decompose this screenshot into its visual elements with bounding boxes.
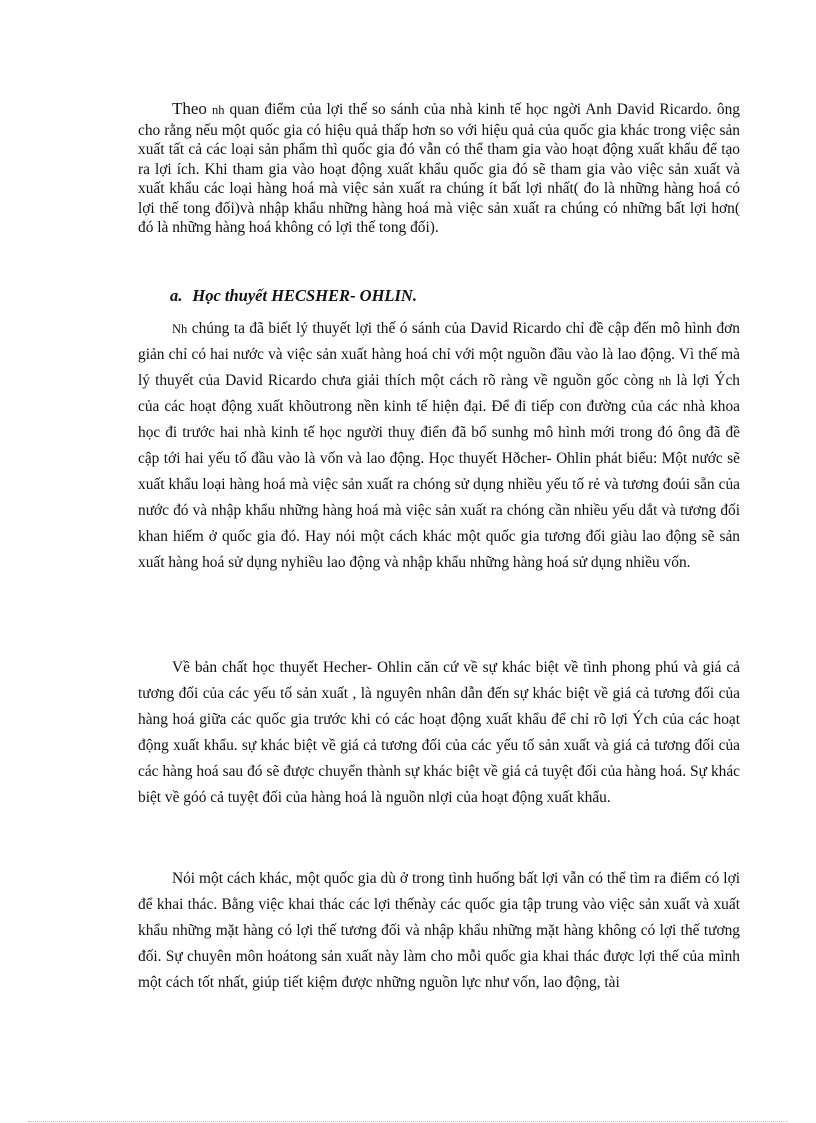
heading-title: Học thuyết HECSHER- OHLIN. <box>192 286 417 305</box>
text-fragment: nh <box>211 103 225 117</box>
paragraph-nature <box>138 655 740 811</box>
lead-word: Theo <box>172 99 207 118</box>
section-heading <box>170 286 417 306</box>
paragraph-ricardo <box>138 99 740 238</box>
paragraph-conclusion <box>138 866 740 996</box>
page-bottom-rule <box>28 1121 788 1122</box>
paragraph-text: là lợi Ých của các hoạt động xuất khõutrong nền kinh tế hiện đại. Để đi tiếp con đường của các nhà khoa học đi trước hai nhà kinh tế học người thuỵ điển đã bổ sunhg mô hình mới trong đó ông đã đề cập tới hai yếu tố đầu vào là vốn và lao động. Học thuyết Hðcher- Ohlin phát biểu: Một nước sẽ xuất khẩu loại hàng hoá mà việc sản xuất ra chóng sử dụng nhiều yếu tố rẻ và tương đoúi sẵn của nước đó và nhập khẩu những hàng hoá mà việc sản xuất ra chóng cần nhiều yếu dắt và tương đối khan hiếm ở quốc gia đó. Hay nói một cách khác một quốc gia tương đối giàu lao động sẽ sản xuất hàng hoá sử dụng nyhiều lao động và nhập khẩu những hàng hoá sử dụng nhiều vốn. <box>138 372 740 571</box>
heading-marker: a. <box>170 286 183 305</box>
text-fragment: Nh <box>172 322 188 336</box>
paragraph-text: chúng ta đã biết lý thuyết lợi thế ó sánh của David Ricardo chỉ đề cập đến mô hình đơn giản chỉ có hai nước và việc sản xuất hàng hoá chỉ với một nguồn đầu vào là lao động. Vì thế mà lý thuyết của David Ricardo chưa giải thích một cách rõ ràng về nguồn gốc còng <box>138 320 740 389</box>
paragraph-text: Nói một cách khác, một quốc gia dù ở trong tình huống bất lợi vẫn có thể tìm ra điểm có lợi để khai thác. Bằng việc khai thác các lợi thếnày các quốc gia tập trung vào việc sản xuất và xuất khẩu những mặt hàng có lợi thế tương đối và nhập khẩu những mặt hàng không có lợi thế tương đối. Sự chuyên môn hoátong sản xuất này làm cho mỗi quốc gia khai thác được lợi thế của mình một cách tốt nhất, giúp tiết kiệm được những nguồn lực như vốn, lao động, tài <box>138 870 740 991</box>
text-fragment: nh <box>658 374 672 388</box>
paragraph-text: quan điểm của lợi thế so sánh của nhà kinh tế học ngời Anh David Ricardo. ông cho rằng nếu một quốc gia có hiệu quả thấp hơn so với hiệu quả của quốc gia khác trong việc sản xuất tất cả các loại sản phẩm thì quốc gia đó vẫn có thể tham gia vào hoạt động xuất khẩu để tạo ra lợi ích. Khi tham gia vào hoạt động xuất khẩu quốc gia đó sẽ tham gia vào việc sản xuất và xuất khẩu các loại hàng hoá mà việc sản xuất ra chúng ít bất lợi nhất( đo là những hàng hoá có lợi thế tong đối)và nhập khẩu những hàng hoá mà việc sản xuất ra chúng có những bất lợi hơn( đó là những hàng hoá không có lợi thế tong đối). <box>138 101 740 236</box>
paragraph-text: Về bản chất học thuyết Hecher- Ohlin căn cứ về sự khác biệt về tình phong phú và giá cả tương đối của các yếu tố sản xuất , là nguyên nhân dẫn đến sự khác biệt về giá cả tương đối của hàng hoá giữa các quốc gia trước khi có các hoạt động xuất khẩu để chỉ rõ lợi Ých của các hoạt động xuất khẩu. sự khác biệt về giá cả tương đối của các yếu tố sản xuất và giá cả tương đối của các hàng hoá sau đó sẽ được chuyển thành sự khác biệt về giá cả tuyệt đối của hàng hoá. Sự khác biệt về góó cả tuyệt đối của hàng hoá là nguồn nlợi của hoạt động xuất khẩu. <box>138 659 740 806</box>
paragraph-hecksher-ohlin <box>138 316 740 576</box>
